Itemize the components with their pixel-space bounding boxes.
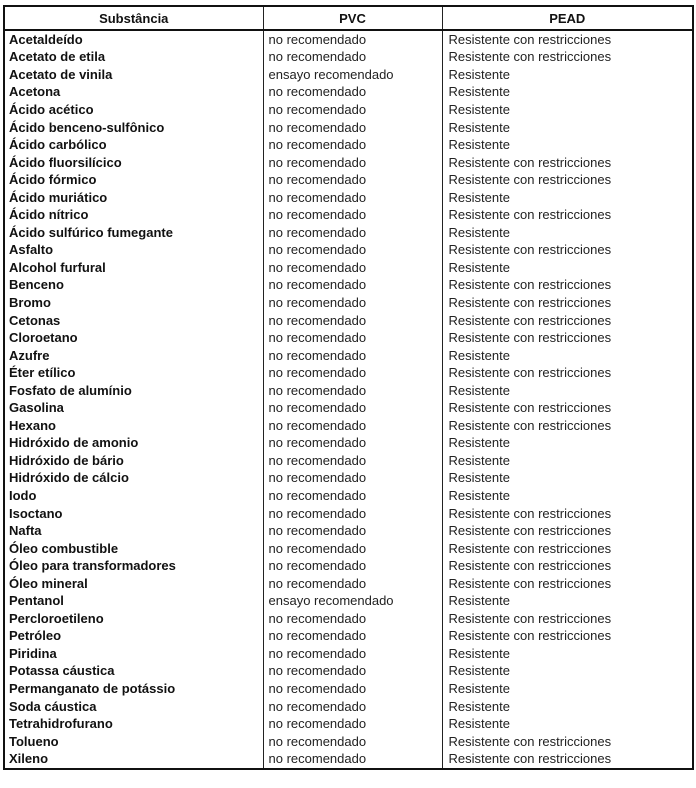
table-row [4,417,693,435]
substance-cell: Benceno [4,277,263,295]
substance-cell: Iodo [4,487,263,505]
pvc-cell: no recomendado [263,470,442,488]
pvc-cell: no recomendado [263,663,442,681]
table-row [4,610,693,628]
substance-cell: Acetaldeído [4,30,263,49]
table-row [4,277,693,295]
table-row [4,750,693,769]
table-row [4,312,693,330]
pvc-cell: no recomendado [263,259,442,277]
substance-cell: Hidróxido de bário [4,452,263,470]
table-row [4,101,693,119]
table-row [4,242,693,260]
pead-cell: Resistente con restricciones [448,558,612,574]
table-row [4,452,693,470]
pvc-cell: no recomendado [263,84,442,102]
table-row [4,522,693,540]
table-row [4,680,693,698]
pead-cell: Resistente [448,119,510,135]
table-row [4,171,693,189]
pvc-cell: no recomendado [263,312,442,330]
pead-cell: Resistente con restricciones [448,277,612,293]
pead-cell: Resistente [448,716,510,732]
pvc-cell: no recomendado [263,610,442,628]
pead-cell: Resistente con restricciones [448,312,612,328]
pead-cell: Resistente [448,645,510,661]
substance-cell: Acetona [4,84,263,102]
pvc-cell: no recomendado [263,540,442,558]
pvc-cell: no recomendado [263,715,442,733]
substance-cell: Percloroetileno [4,610,263,628]
pvc-cell: no recomendado [263,30,442,49]
table-row [4,84,693,102]
header-pvc: PVC [263,6,442,30]
substance-cell: Ácido nítrico [4,206,263,224]
pvc-cell: no recomendado [263,224,442,242]
substance-cell: Cetonas [4,312,263,330]
table-row [4,470,693,488]
table-row [4,645,693,663]
pvc-cell: no recomendado [263,522,442,540]
pead-cell: Resistente [448,452,510,468]
pead-cell: Resistente [448,224,510,240]
substance-cell: Azufre [4,347,263,365]
pvc-cell: no recomendado [263,417,442,435]
substance-cell: Hidróxido de amonio [4,435,263,453]
pead-cell: Resistente con restricciones [448,540,612,556]
pvc-cell: no recomendado [263,733,442,751]
table-row [4,487,693,505]
pvc-cell: no recomendado [263,575,442,593]
chemical-resistance-table [3,5,694,770]
pvc-cell: no recomendado [263,452,442,470]
substance-cell: Bromo [4,294,263,312]
substance-cell: Asfalto [4,242,263,260]
pvc-cell: no recomendado [263,628,442,646]
pvc-cell: no recomendado [263,698,442,716]
table-row [4,189,693,207]
pead-cell: Resistente con restricciones [448,523,612,539]
pead-cell: Resistente [448,66,510,82]
pead-cell: Resistente [448,681,510,696]
substance-cell: Tolueno [4,733,263,751]
substance-cell: Óleo combustible [4,540,263,558]
pead-cell: Resistente con restricciones [448,751,612,767]
pvc-cell: no recomendado [263,242,442,260]
substance-cell: Hidróxido de cálcio [4,470,263,488]
substance-cell: Ácido fluorsilícico [4,154,263,172]
table-row [4,663,693,681]
pead-cell: Resistente con restricciones [448,242,612,258]
pead-cell: Resistente con restricciones [448,172,612,188]
pvc-cell: no recomendado [263,277,442,295]
header-pead: PEAD [442,6,693,30]
pvc-cell: no recomendado [263,399,442,417]
table-body [4,30,693,769]
pead-cell: Resistente [448,259,510,275]
pead-cell: Resistente [448,663,510,679]
substance-cell: Óleo para transformadores [4,557,263,575]
pvc-cell: no recomendado [263,505,442,523]
pead-cell: Resistente con restricciones [448,294,612,310]
pead-cell: Resistente [448,137,510,153]
table-row [4,259,693,277]
substance-cell: Ácido acético [4,101,263,119]
pead-cell: Resistente con restricciones [448,330,612,346]
pead-cell: Resistente [448,84,510,100]
table-row [4,593,693,611]
pvc-cell: no recomendado [263,750,442,769]
substance-cell: Ácido fórmico [4,171,263,189]
pvc-cell: no recomendado [263,364,442,382]
substance-cell: Ácido muriático [4,189,263,207]
table-row [4,206,693,224]
substance-cell: Soda cáustica [4,698,263,716]
pead-cell: Resistente [448,698,510,714]
table-row [4,435,693,453]
pead-cell: Resistente con restricciones [448,733,612,749]
table-row [4,505,693,523]
table-row [4,119,693,137]
pvc-cell: no recomendado [263,206,442,224]
pead-cell: Resistente con restricciones [448,575,612,591]
table-row [4,733,693,751]
substance-cell: Pentanol [4,593,263,611]
table-row [4,49,693,67]
substance-cell: Éter etílico [4,364,263,382]
table-row [4,575,693,593]
substance-cell: Ácido benceno-sulfônico [4,119,263,137]
pead-cell: Resistente con restricciones [448,417,612,433]
pvc-cell: no recomendado [263,435,442,453]
substance-cell: Nafta [4,522,263,540]
substance-cell: Acetato de vinila [4,66,263,84]
pvc-cell: no recomendado [263,154,442,172]
table-row [4,557,693,575]
pvc-cell: no recomendado [263,329,442,347]
table-row [4,136,693,154]
table-row [4,30,693,49]
pvc-cell: no recomendado [263,557,442,575]
table-row [4,715,693,733]
substance-cell: Cloroetano [4,329,263,347]
pvc-cell: no recomendado [263,49,442,67]
substance-cell: Fosfato de alumínio [4,382,263,400]
pead-cell: Resistente [448,487,510,503]
pead-cell: Resistente con restricciones [448,628,612,644]
substance-cell: Petróleo [4,628,263,646]
table-row [4,382,693,400]
pead-cell: Resistente [448,101,510,117]
pead-cell: Resistente con restricciones [448,154,612,170]
pead-cell: Resistente con restricciones [448,49,612,65]
substance-cell: Potassa cáustica [4,663,263,681]
pead-cell: Resistente con restricciones [448,505,612,521]
pead-cell: Resistente con restricciones [448,400,612,416]
pvc-cell: no recomendado [263,680,442,698]
substance-cell: Piridina [4,645,263,663]
pvc-cell: no recomendado [263,382,442,400]
pead-cell: Resistente [448,189,510,205]
table-row [4,540,693,558]
substance-cell: Tetrahidrofurano [4,715,263,733]
table-row [4,698,693,716]
pvc-cell: ensayo recomendado [263,593,442,611]
substance-cell: Alcohol furfural [4,259,263,277]
substance-cell: Ácido sulfúrico fumegante [4,224,263,242]
table-row [4,294,693,312]
substance-cell: Isoctano [4,505,263,523]
pvc-cell: no recomendado [263,136,442,154]
table-row [4,399,693,417]
pead-cell: Resistente con restricciones [448,31,612,47]
table-row [4,347,693,365]
header-row [4,6,693,30]
table-row [4,628,693,646]
header-substance: Substância [4,6,263,30]
pead-cell: Resistente con restricciones [448,365,612,381]
pvc-cell: ensayo recomendado [263,66,442,84]
table-row [4,66,693,84]
pead-cell: Resistente [448,435,510,451]
pead-cell: Resistente [448,347,510,363]
pead-cell: Resistente [448,593,510,609]
pead-cell: Resistente [448,382,510,398]
substance-cell: Óleo mineral [4,575,263,593]
pvc-cell: no recomendado [263,487,442,505]
pead-cell: Resistente [448,470,510,486]
pvc-cell: no recomendado [263,119,442,137]
substance-cell: Ácido carbólico [4,136,263,154]
substance-cell: Gasolina [4,399,263,417]
substance-cell: Acetato de etila [4,49,263,67]
substance-cell: Hexano [4,417,263,435]
table-row [4,154,693,172]
substance-cell: Permanganato de potássio [4,680,263,698]
pvc-cell: no recomendado [263,171,442,189]
pead-cell: Resistente con restricciones [448,610,612,626]
pvc-cell: no recomendado [263,347,442,365]
pvc-cell: no recomendado [263,645,442,663]
pvc-cell: no recomendado [263,294,442,312]
table-row [4,224,693,242]
substance-cell: Xileno [4,750,263,769]
table-row [4,364,693,382]
pead-cell: Resistente con restricciones [448,207,612,223]
pvc-cell: no recomendado [263,101,442,119]
table-row [4,329,693,347]
pvc-cell: no recomendado [263,189,442,207]
